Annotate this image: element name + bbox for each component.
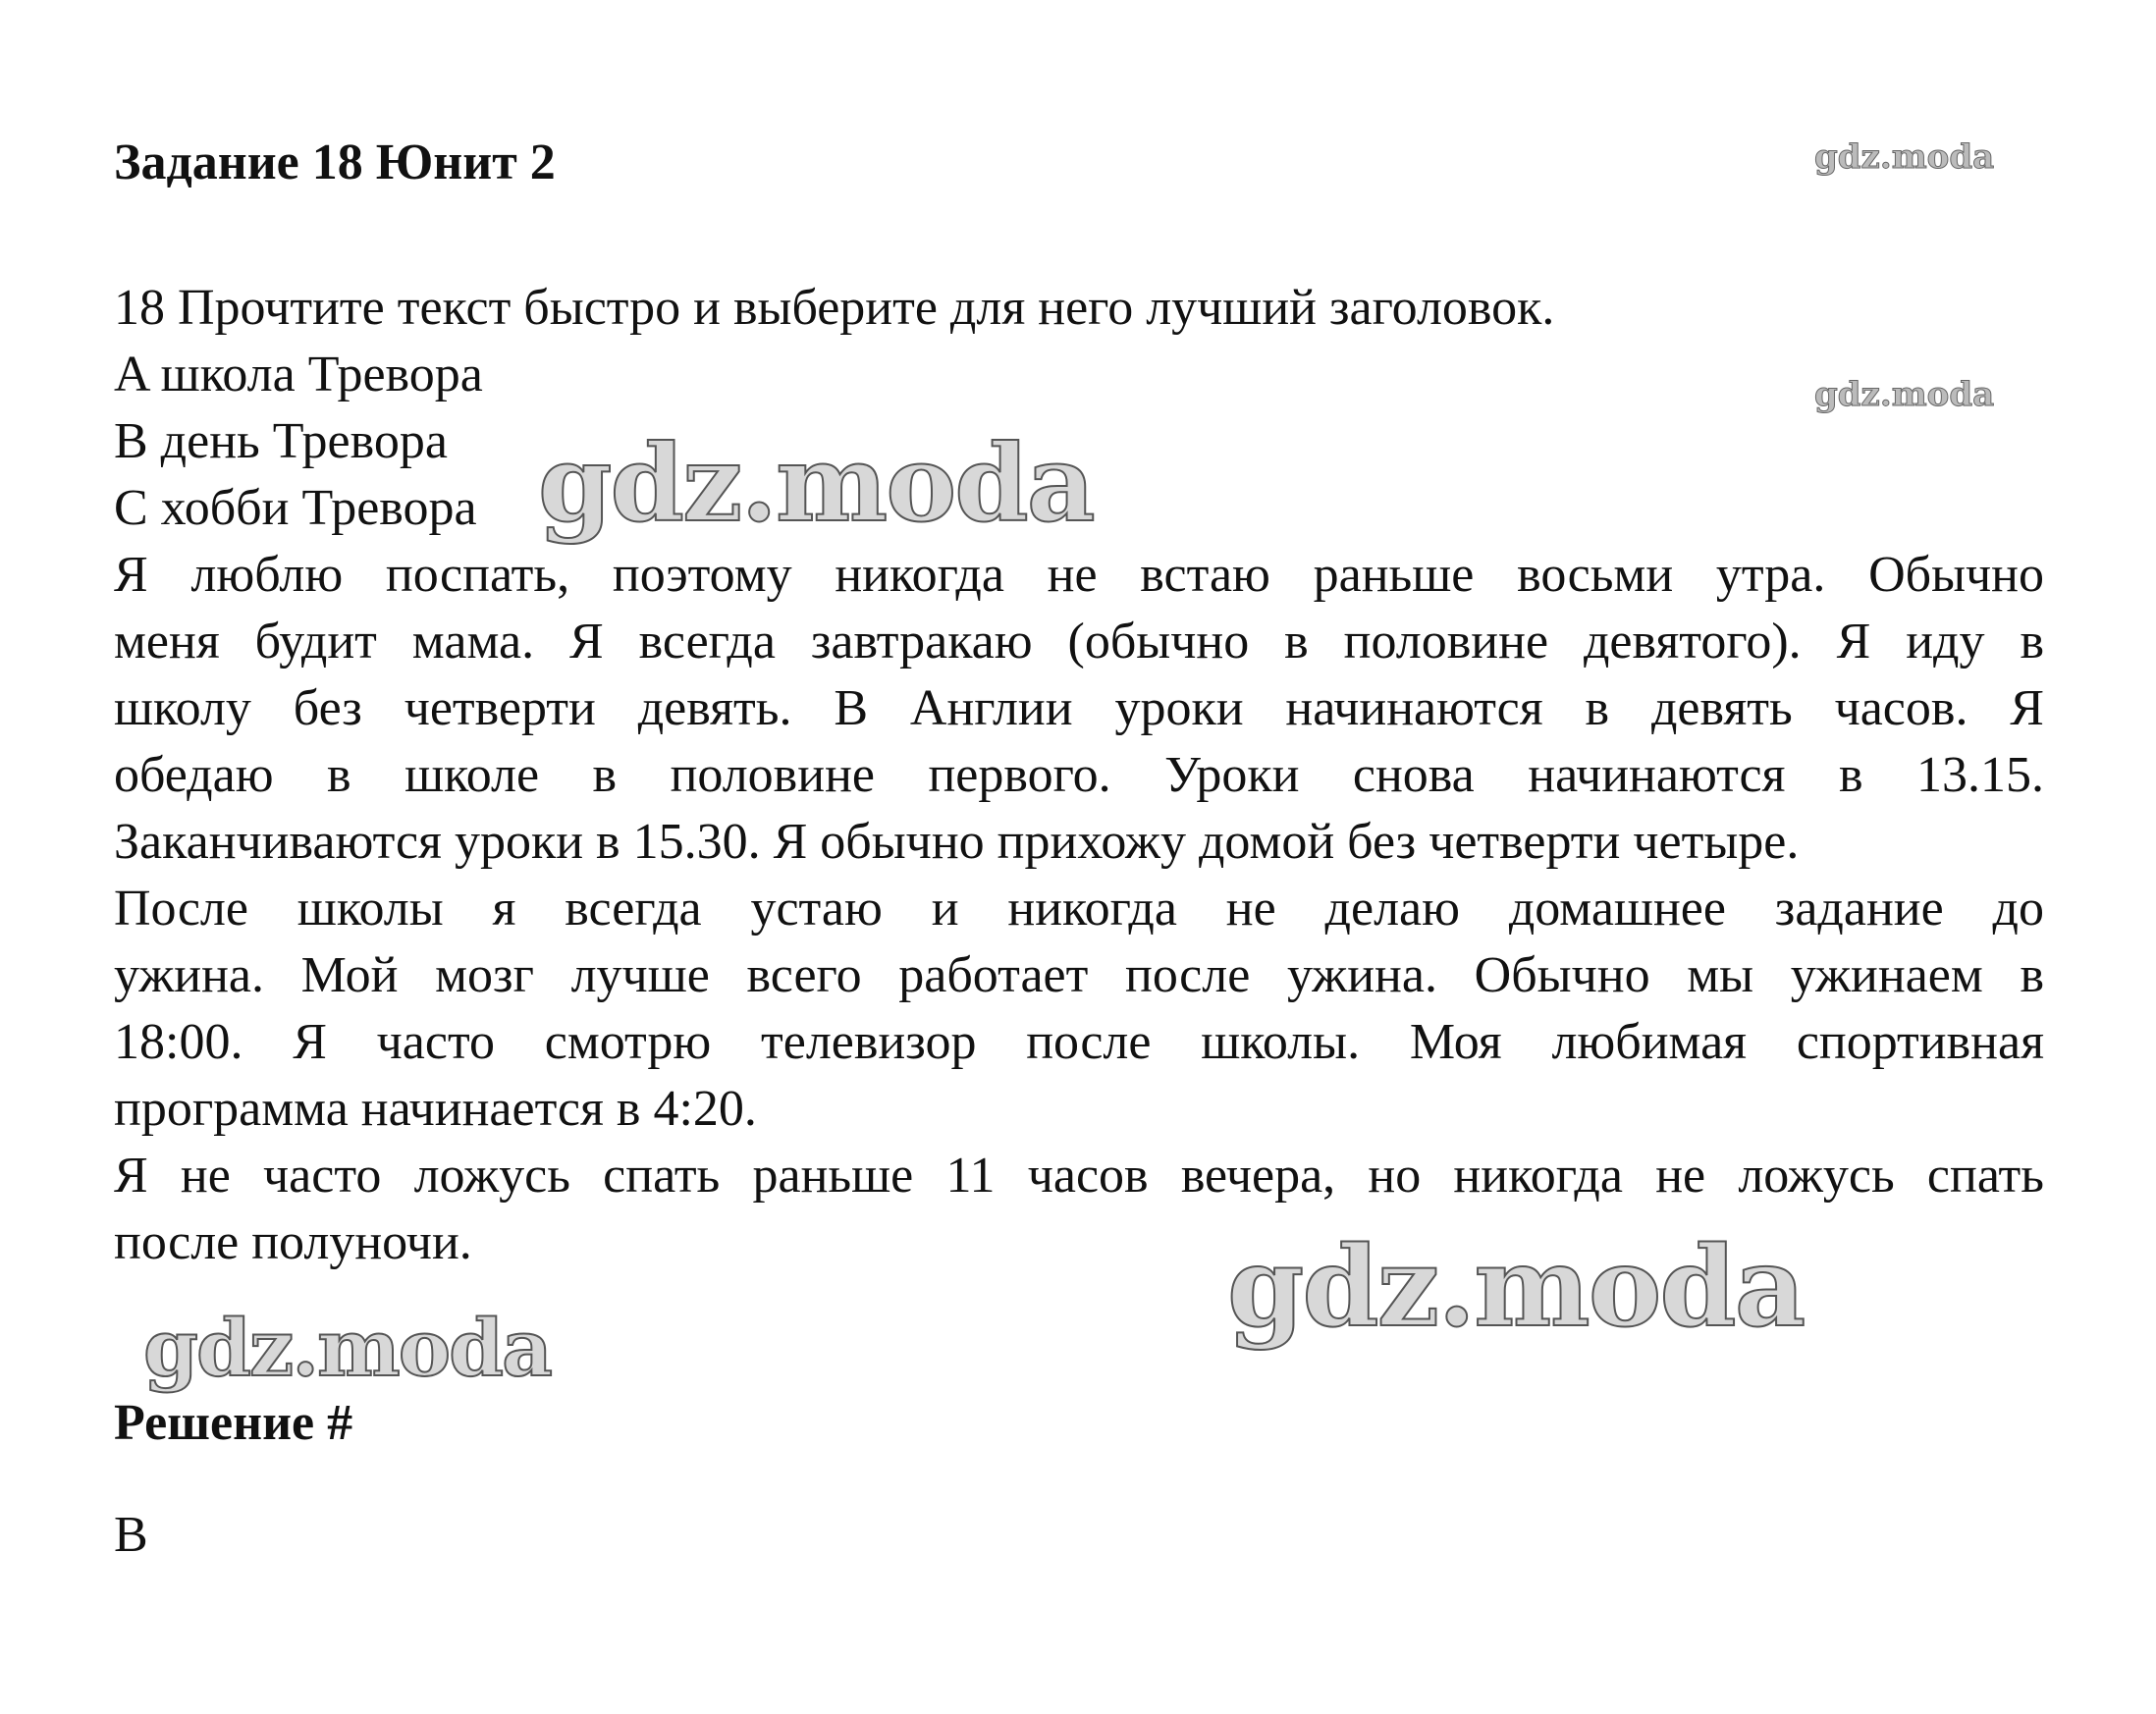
- solution-title: Решение #: [114, 1395, 353, 1451]
- watermark: gdz.moda: [538, 422, 1094, 546]
- text-line-6: После школы я всегда устаю и никогда не делаю домашнее задание до: [114, 881, 2044, 937]
- watermark: gdz.moda: [143, 1302, 551, 1394]
- text-line-2: меня будит мама. Я всегда завтракаю (обычно в половине девятого). Я иду в: [114, 614, 2044, 670]
- watermark: gdz.moda: [1227, 1223, 1805, 1352]
- text-line-5: Заканчиваются уроки в 15.30. Я обычно прихожу домой без четверти четыре.: [114, 814, 1800, 870]
- option-c: C хобби Тревора: [114, 480, 477, 536]
- text-line-4: обедаю в школе в половине первого. Уроки снова начинаются в 13.15.: [114, 747, 2044, 803]
- answer: B: [114, 1507, 148, 1563]
- task-instruction: 18 Прочтите текст быстро и выберите для него лучший заголовок.: [114, 280, 1555, 336]
- text-line-3: школу без четверти девять. В Англии уроки начинаются в девять часов. Я: [114, 680, 2044, 736]
- text-line-7: ужина. Мой мозг лучше всего работает после ужина. Обычно мы ужинаем в: [114, 947, 2044, 1003]
- watermark: gdz.moda: [1814, 375, 1995, 414]
- text-line-11: после полуночи.: [114, 1214, 472, 1270]
- text-line-1: Я люблю поспать, поэтому никогда не встаю раньше восьми утра. Обычно: [114, 547, 2044, 603]
- text-line-10: Я не часто ложусь спать раньше 11 часов вечера, но никогда не ложусь спать: [114, 1148, 2044, 1204]
- watermark: gdz.moda: [1814, 137, 1995, 177]
- text-line-8: 18:00. Я часто смотрю телевизор после школы. Моя любимая спортивная: [114, 1014, 2044, 1070]
- option-b: B день Тревора: [114, 413, 448, 469]
- page-title: Задание 18 Юнит 2: [114, 134, 556, 190]
- option-a: A школа Тревора: [114, 347, 483, 402]
- text-line-9: программа начинается в 4:20.: [114, 1081, 757, 1137]
